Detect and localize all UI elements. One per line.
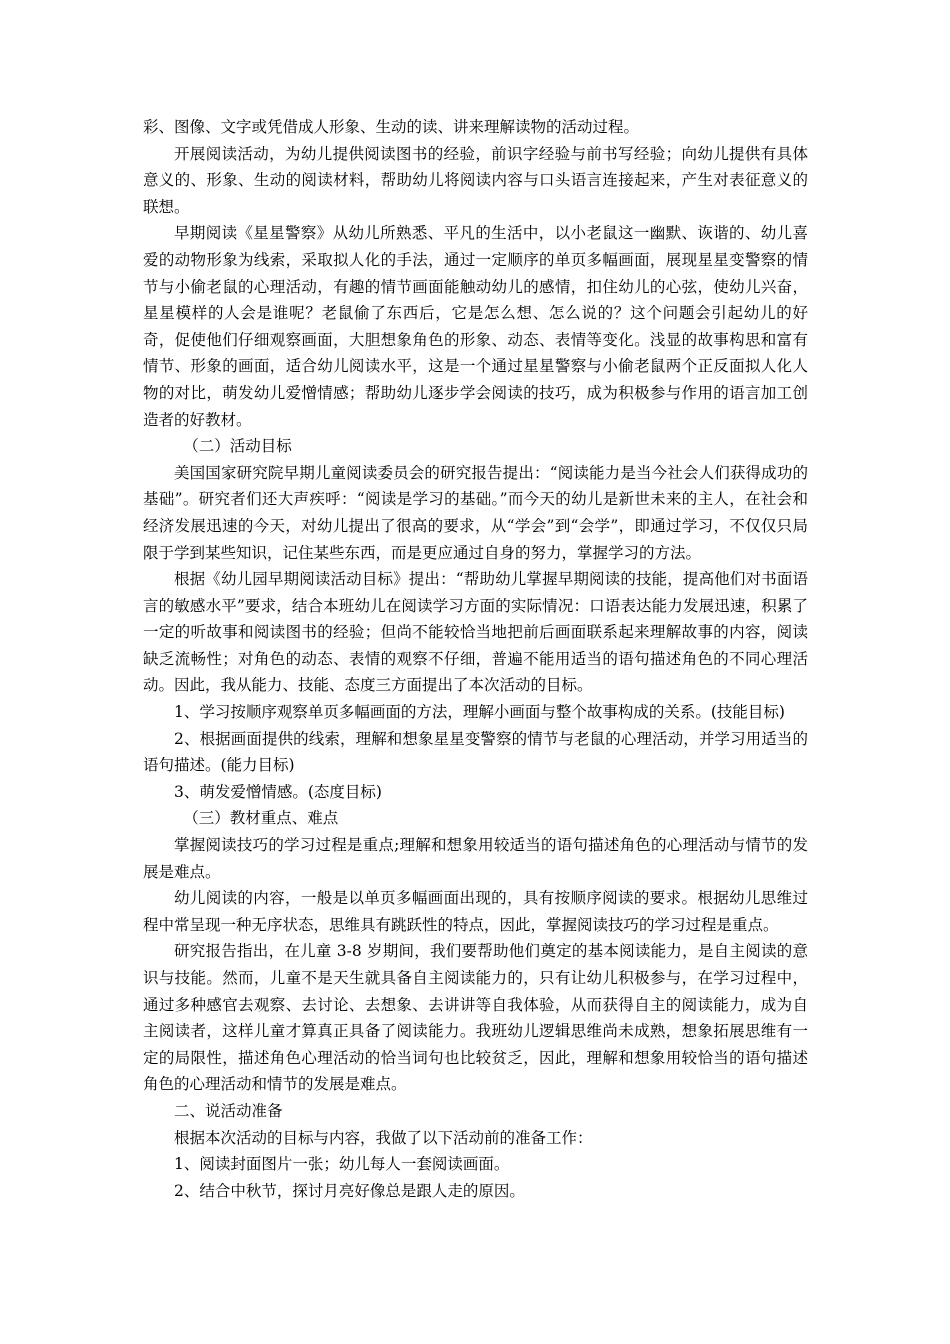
paragraph-focus-reason: 幼儿阅读的内容，一般是以单页多幅画面出现的，具有按顺序阅读的要求。根据幼儿思维过程中常呈现一种无序状态，思维具有跳跃性的特点，因此，掌握阅读技巧的学习过程是重点。 (143, 889, 808, 934)
document-body (143, 114, 808, 1204)
paragraph-reading-activity: 开展阅读活动，为幼儿提供阅读图书的经验，前识字经验与前书写经验；向幼儿提供有具体意义的、形象、生动的阅读材料，帮助幼儿将阅读内容与口头语言连接起来，产生对表征意义的联想。 (143, 144, 808, 216)
paragraph-difficulty-reason: 研究报告指出，在儿童 3-8 岁期间，我们要帮助他们奠定的基本阅读能力，是自主阅读的意识与技能。然而，儿童不是天生就具备自主阅读能力的，只有让幼儿积极参与，在学习过程中，通过多种感官去观察、去讨论、去想象、去讲讲等自我体验，从而获得自主的阅读能力，成为自主阅读者，这样儿童才算真正具备了阅读能力。我班幼儿逻辑思维尚未成熟，想象拓展思维有一定的局限性，描述角色心理活动的恰当词句也比较贫乏，因此，理解和想象用较恰当的语句描述角色的心理活动和情节的发展是难点。 (143, 942, 808, 1094)
preparation-item-1: 1、阅读封面图片一张；幼儿每人一套阅读画面。 (174, 1155, 510, 1174)
section-heading-goals: （二）活动目标 (183, 437, 292, 456)
goal-item-3: 3、萌发爱憎情感。(态度目标) (174, 782, 382, 801)
paragraph-research-report: 美国国家研究院早期儿童阅读委员会的研究报告提出：“阅读能力是当今社会人们获得成功的基础”。研究者们还大声疾呼：“阅读是学习的基础。”而今天的幼儿是新世未来的主人，在社会和经济发展迅速的今天，对幼儿提出了很高的要求，从“学会”到“会学”，即通过学习，不仅仅只局限于学到某些知识，记住某些东西，而是更应通过自身的努力，掌握学习的方法。 (143, 463, 808, 562)
paragraph-material-analysis: 早期阅读《星星警察》从幼儿所熟悉、平凡的生活中，以小老鼠这一幽默、诙谐的、幼儿喜爱的动物形象为线索，采取拟人化的手法，通过一定顺序的单页多幅画面，展现星星变警察的情节与小偷老鼠的心理活动，有趣的情节画面能触动幼儿的感情，扣住幼儿的心弦，使幼儿兴奋，星星模样的人会是谁呢？老鼠偷了东西后，它是怎么想、怎么说的？这个问题会引起幼儿的好奇，促使他们仔细观察画面，大胆想象角色的形象、动态、表情等变化。浅显的故事构思和富有情节、形象的画面，适合幼儿阅读水平，这是一个通过星星警察与小偷老鼠两个正反面拟人化人物的对比，萌发幼儿爱憎情感；帮助幼儿逐步学会阅读的技巧，成为积极参与作用的语言加工创造者的好教材。 (143, 224, 808, 429)
preparation-item-2: 2、结合中秋节，探讨月亮好像总是跟人走的原因。 (174, 1181, 525, 1200)
section-heading-preparation: 二、说活动准备 (174, 1101, 283, 1120)
goal-item-1: 1、学习按顺序观察单页多幅画面的方法，理解小画面与整个故事构成的关系。(技能目标) (174, 703, 785, 722)
goal-item-2: 2、根据画面提供的线索，理解和想象星星变警察的情节与老鼠的心理活动，并学习用适当的语句描述。(能力目标) (143, 729, 808, 775)
paragraph-key-points: 掌握阅读技巧的学习过程是重点;理解和想象用较适当的语句描述角色的心理活动与情节的发展是难点。 (143, 836, 808, 881)
paragraph-continuation: 彩、图像、文字或凭借成人形象、生动的读、讲来理解读物的活动过程。 (143, 118, 640, 136)
section-heading-key-points: （三）教材重点、难点 (183, 809, 339, 828)
paragraph-preparation-intro: 根据本次活动的目标与内容，我做了以下活动前的准备工作： (174, 1128, 593, 1147)
paragraph-goal-basis: 根据《幼儿园早期阅读活动目标》提出：“帮助幼儿掌握早期阅读的技能，提高他们对书面语言的敏感水平”要求，结合本班幼儿在阅读学习方面的实际情况：口语表达能力发展迅速，积累了一定的听故事和阅读图书的经验；但尚不能较恰当地把前后画面联系起来理解故事的内容，阅读缺乏流畅性；对角色的动态、表情的观察不仔细，普遍不能用适当的语句描述角色的不同心理活动。因此，我从能力、技能、态度三方面提出了本次活动的目标。 (143, 570, 808, 695)
